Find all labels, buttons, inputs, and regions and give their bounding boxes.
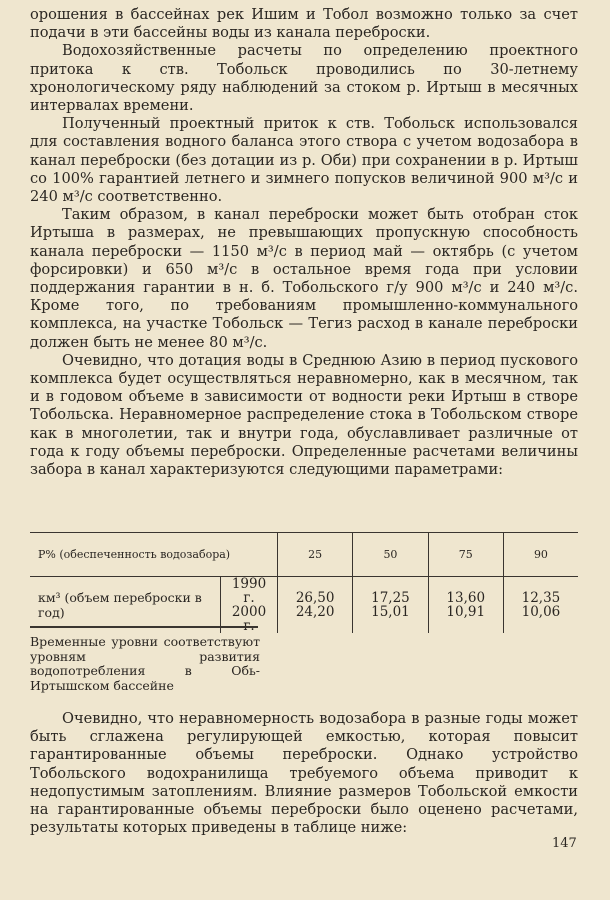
value: 24,20 bbox=[295, 604, 335, 620]
page-number: 147 bbox=[552, 836, 577, 851]
value-cell bbox=[278, 577, 353, 634]
value-cell bbox=[428, 577, 503, 634]
year-value: 2000 bbox=[231, 604, 267, 620]
value: 12,35 bbox=[521, 590, 561, 606]
body-text-top bbox=[30, 6, 578, 479]
paragraph: Очевидно, что неравномерность водозабора в разные годы может быть сглажена регулирующей емкостью, которая повысит гарантированные объемы переброски. Однако устройство Тобольского водохранилища требуемого объема приводит к недопустимым затоплениям. Влияние размеров Тобольской емкости на гарантированные объемы переброски было оценено расчетами, результаты которых приведены в таблице ниже: bbox=[30, 710, 578, 837]
value: 13,60 bbox=[446, 590, 486, 606]
value: 17,25 bbox=[371, 590, 410, 606]
value: 15,01 bbox=[371, 604, 410, 620]
paragraph: орошения в бассейнах рек Ишим и Тобол возможно только за счет подачи в эти бассейны воды из канала переброски. bbox=[30, 6, 578, 42]
header-value: 75 bbox=[428, 533, 503, 577]
footnote: Временные уровни соответствуют уровням развития водопотребления в Обь-Иртышском бассейне bbox=[30, 634, 260, 693]
paragraph: Водохозяйственные расчеты по определению проектного притока к ств. Тобольск проводились по 30-летнему хронологическому ряду наблюдений за стоком р. Иртыш в месячных интервалах времени. bbox=[30, 42, 578, 115]
value: 10,91 bbox=[446, 604, 486, 620]
paragraph: Очевидно, что дотация воды в Среднюю Азию в период пускового комплекса будет осуществляться неравномерно, как в месячном, так и в годовом объеме в зависимости от водности реки Иртыш в створе Тобольска. Неравномерное распределение стока в Тобольском створе как в многолетии, так и внутри года, обуславливает различные от года к году объемы переброски. Определенные расчетами величины забора в канал характеризуются следующими параметрами: bbox=[30, 351, 578, 479]
value-cell bbox=[353, 577, 428, 634]
value-cell bbox=[503, 577, 578, 634]
table-row bbox=[30, 577, 578, 634]
table-header-row bbox=[30, 533, 578, 577]
header-value: 50 bbox=[353, 533, 428, 577]
paragraph: Полученный проектный приток к ств. Тобольск использовался для составления водного баланса этого створа с учетом водозабора в канал переброски (без дотации из р. Оби) при сохранении в р. Иртыш со 100% гарантией летнего и зимнего попусков величиной 900 м³/с и 240 м³/с соответственно. bbox=[30, 115, 578, 206]
header-value: 25 bbox=[278, 533, 353, 577]
value: 10,06 bbox=[521, 604, 561, 620]
paragraph: Таким образом, в канал переброски может быть отобран сток Иртыша в размерах, не превышающих пропускную способность канала переброски — 1150 м³/с в период май — октябрь (с учетом форсировки) и 650 м³/с в остальное время года при условии поддержания гарантии в н. б. Тобольского г/у 900 м³/с и 240 м³/с. Кроме того, по требованиям промышленно-коммунального комплекса, на участке Тобольск — Тегиз расход в канале переброски должен быть не менее 80 м³/с. bbox=[30, 206, 578, 351]
row-label: км³ (объем переброски в год) bbox=[38, 590, 202, 620]
header-value: 90 bbox=[503, 533, 578, 577]
year-value: 1990 г. bbox=[231, 576, 267, 606]
value: 26,50 bbox=[295, 590, 335, 606]
parameters-table bbox=[30, 532, 578, 633]
body-text-bottom bbox=[30, 710, 578, 837]
year-cell bbox=[221, 577, 278, 634]
header-label: Р% (обеспеченность водозабора) bbox=[38, 548, 231, 561]
footnote-divider bbox=[30, 626, 258, 628]
